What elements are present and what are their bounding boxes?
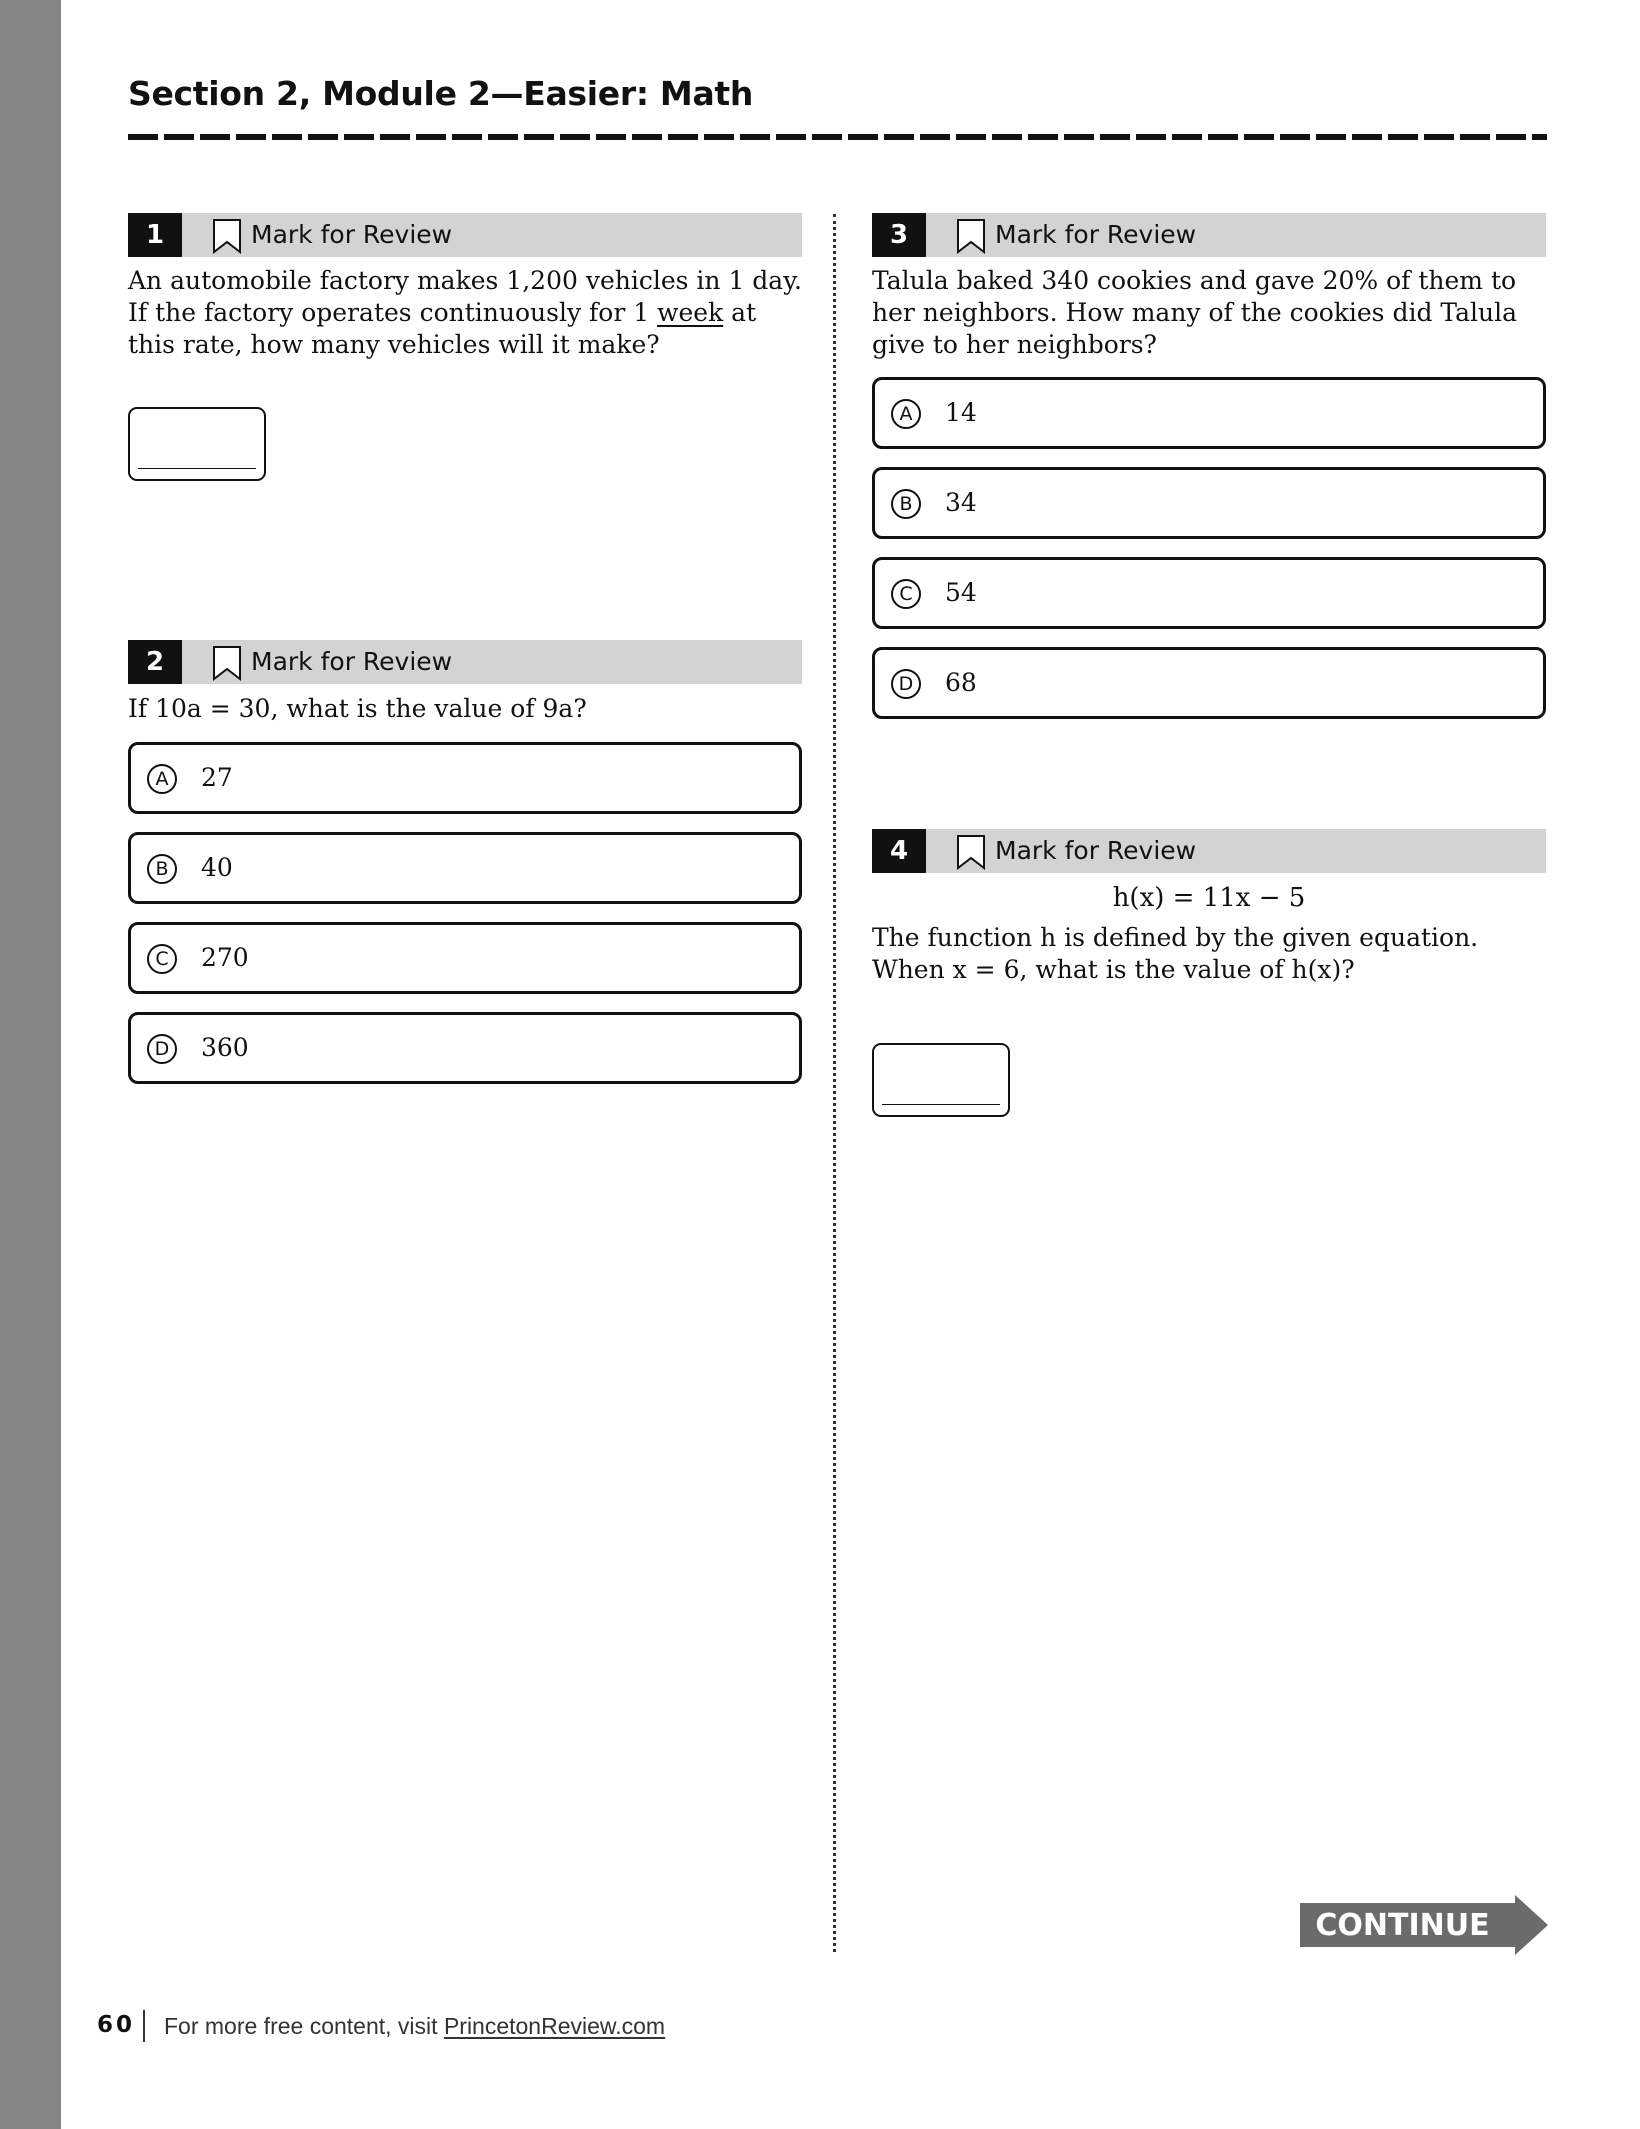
question-1-header (128, 213, 802, 257)
question-2-choice-a[interactable] (128, 742, 802, 814)
question-1-text (128, 265, 808, 361)
footer-separator (143, 2010, 145, 2042)
choice-value: 68 (945, 668, 977, 697)
question-3-text: Talula baked 340 cookies and gave 20% of them to her neighbors. How many of the cookies did Talula give to her neighbors? (872, 266, 1518, 359)
choice-letter-circle: C (891, 579, 921, 609)
question-2-choice-d[interactable] (128, 1012, 802, 1084)
choice-letter-circle: A (891, 399, 921, 429)
question-4-header (872, 829, 1546, 873)
choice-letter-circle: D (147, 1034, 177, 1064)
choice-value: 40 (201, 853, 233, 882)
question-3-choice-a[interactable] (872, 377, 1546, 449)
choice-letter-circle: D (891, 669, 921, 699)
choice-letter-circle: B (891, 489, 921, 519)
question-2-text: If 10a = 30, what is the value of 9a? (128, 694, 587, 723)
page-title: Section 2, Module 2—Easier: Math (128, 74, 754, 113)
choice-value: 270 (201, 943, 249, 972)
question-2-choice-b[interactable] (128, 832, 802, 904)
question-2-choice-c[interactable] (128, 922, 802, 994)
mark-for-review-label[interactable]: Mark for Review (995, 220, 1197, 249)
question-3-choice-b[interactable] (872, 467, 1546, 539)
title-dashed-rule (128, 134, 1547, 140)
question-4-number: 4 (872, 829, 926, 873)
choice-value: 27 (201, 763, 233, 792)
question-3-header (872, 213, 1546, 257)
choice-letter-circle: B (147, 854, 177, 884)
question-4-answer-input[interactable] (872, 1043, 1010, 1117)
question-2-number: 2 (128, 640, 182, 684)
continue-label[interactable]: CONTINUE (1315, 1908, 1490, 1943)
question-3-number: 3 (872, 213, 926, 257)
question-2-header (128, 640, 802, 684)
question-1-text-part: An automobile factory makes 1,200 vehicles in 1 day. If the factory operates continuously for 1 (128, 266, 802, 327)
question-1-underlined-word: week (657, 298, 724, 327)
answer-line (138, 468, 256, 469)
mark-for-review-label[interactable]: Mark for Review (251, 220, 453, 249)
choice-value: 360 (201, 1033, 249, 1062)
choice-value: 54 (945, 578, 977, 607)
footer-text (164, 2013, 665, 2040)
mark-for-review-label[interactable]: Mark for Review (251, 647, 453, 676)
bookmark-icon[interactable] (212, 645, 242, 681)
question-4-equation: h(x) = 11x − 5 (1112, 883, 1306, 913)
question-1-answer-input[interactable] (128, 407, 266, 481)
mark-for-review-label[interactable]: Mark for Review (995, 836, 1197, 865)
column-divider (833, 214, 836, 1952)
choice-value: 34 (945, 488, 977, 517)
answer-line (882, 1104, 1000, 1105)
left-margin-bar (0, 0, 61, 2129)
question-1-text-part: at this rate, how many vehicles will it make? (128, 298, 757, 359)
question-4-text: The function h is defined by the given equation. When x = 6, what is the value of h(x)? (872, 923, 1479, 984)
footer-link[interactable]: PrincetonReview.com (443, 2013, 666, 2039)
question-3-choice-d[interactable] (872, 647, 1546, 719)
choice-value: 14 (945, 398, 977, 427)
bookmark-icon[interactable] (956, 218, 986, 254)
question-3-choice-c[interactable] (872, 557, 1546, 629)
page-number: 60 (97, 2012, 136, 2038)
bookmark-icon[interactable] (956, 834, 986, 870)
question-1-number: 1 (128, 213, 182, 257)
choice-letter-circle: C (147, 944, 177, 974)
footer-prefix: For more free content, visit (164, 2013, 444, 2039)
choice-letter-circle: A (147, 764, 177, 794)
bookmark-icon[interactable] (212, 218, 242, 254)
